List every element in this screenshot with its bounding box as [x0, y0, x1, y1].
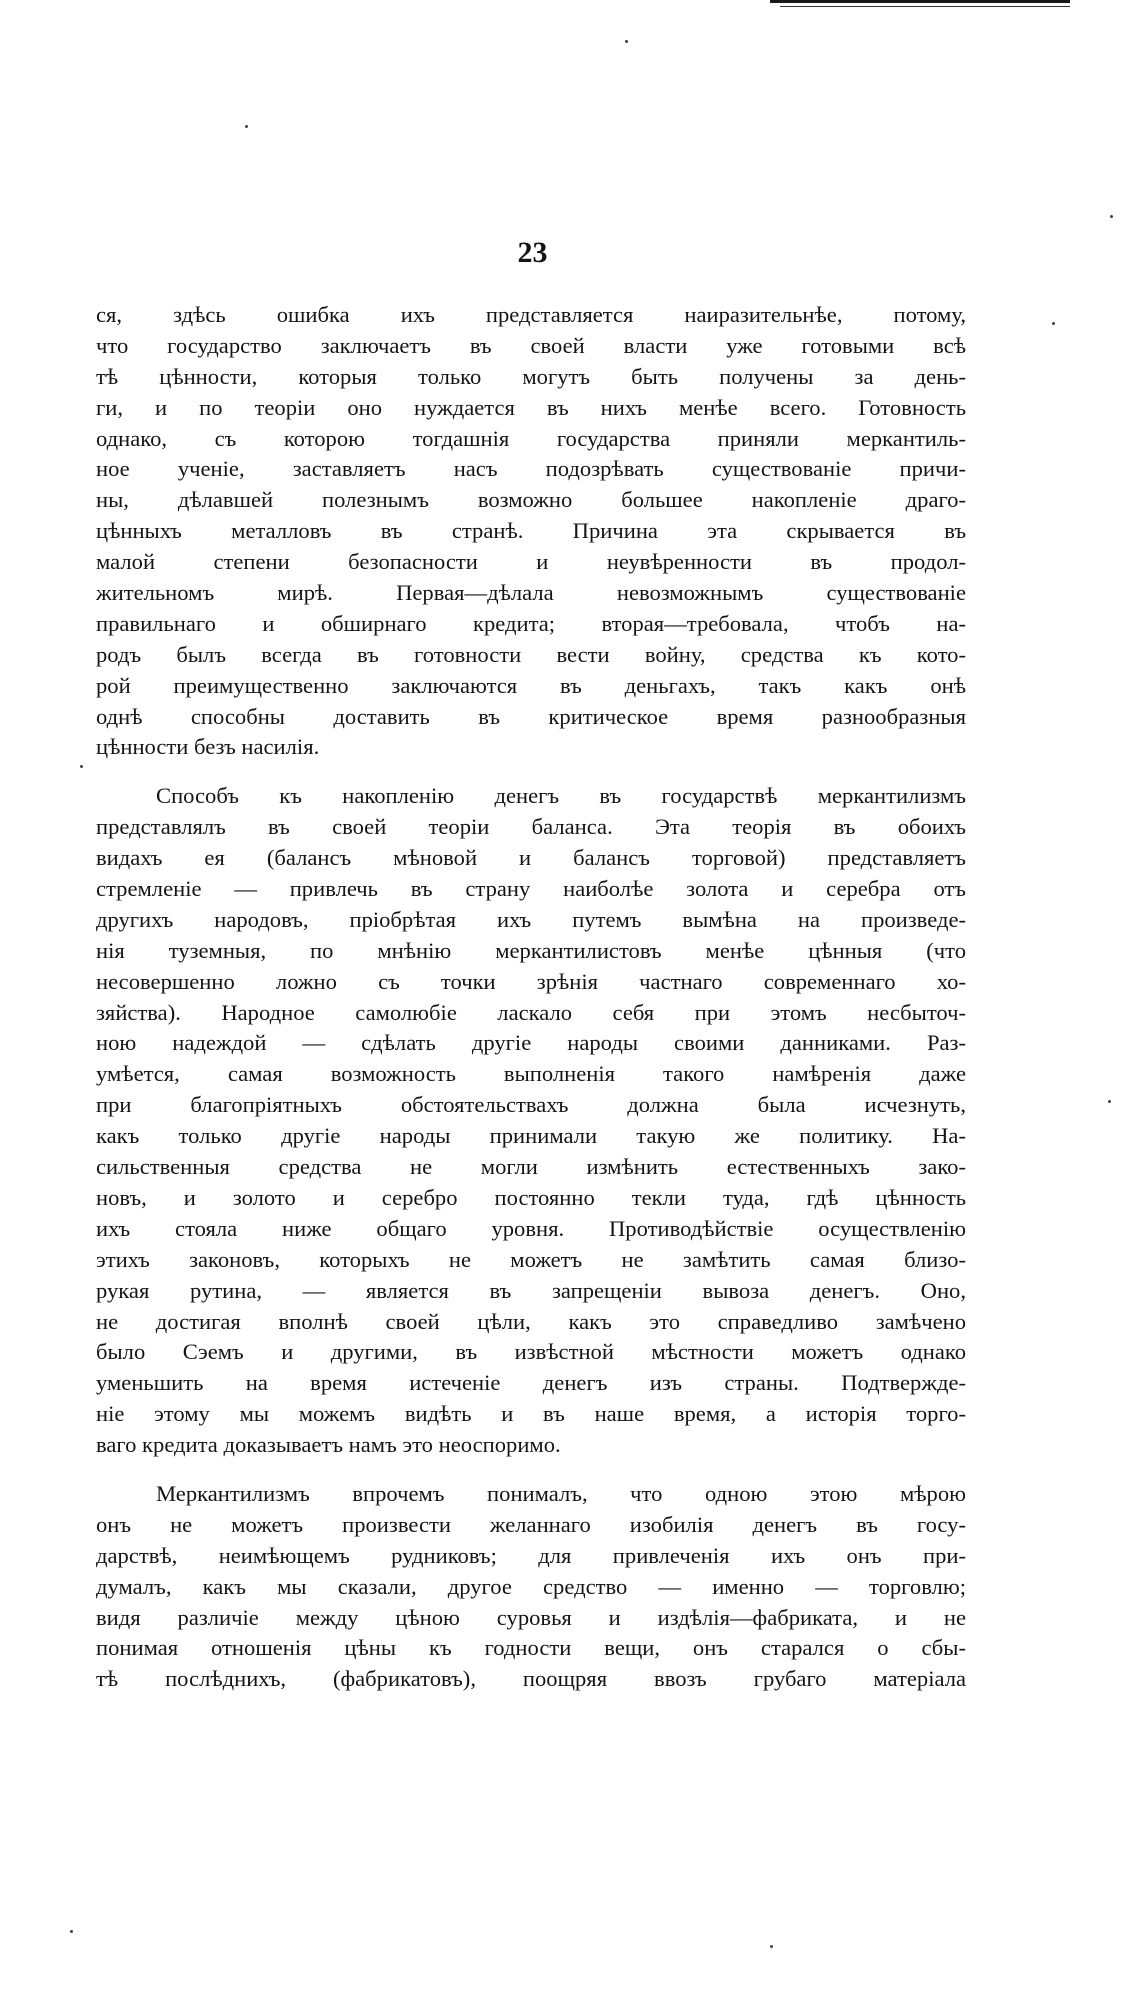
text-line: зяйства). Народное самолюбіе ласкало себя при этомъ несбыточ-: [96, 999, 966, 1025]
text-line: стремленіе — привлечь въ страну наиболѣе золота и серебра отъ: [96, 876, 966, 902]
top-rule-thin: [780, 6, 1070, 7]
text-line: Меркантилизмъ впрочемъ понималъ, что одною этою мѣрою: [156, 1480, 966, 1506]
text-line: умѣется, самая возможность выполненія такого намѣренія даже: [96, 1061, 966, 1087]
scan-speck: [625, 40, 628, 43]
text-line: онъ не можетъ произвести желаннаго изобилія денегъ въ госу-: [96, 1511, 966, 1537]
text-line: видахъ ея (балансъ мѣновой и балансъ торговой) представляетъ: [96, 845, 966, 871]
text-line: думалъ, какъ мы сказали, другое средство — именно — торговлю;: [96, 1573, 966, 1599]
text-line: понимая отношенія цѣны къ годности вещи, онъ старался о сбы-: [96, 1635, 966, 1661]
text-line: жительномъ мирѣ. Первая—дѣлала невозможнымъ существованіе: [96, 580, 966, 606]
scan-speck: [1110, 215, 1113, 218]
text-line: родъ былъ всегда въ готовности вести войну, средства къ кото-: [96, 641, 966, 667]
page-number: 23: [517, 236, 548, 269]
scan-speck: [70, 1930, 73, 1933]
text-line: ное ученіе, заставляетъ насъ подозрѣвать существованіе причи-: [96, 456, 966, 482]
scan-speck: [245, 125, 248, 128]
scan-speck: [80, 765, 83, 768]
scan-speck: [1108, 1100, 1111, 1103]
text-line: цѣнности безъ насилія.: [96, 734, 320, 760]
text-line: Способъ къ накопленію денегъ въ государствѣ меркантилизмъ: [156, 783, 966, 809]
text-line: ги, и по теоріи оно нуждается въ нихъ менѣе всего. Готовность: [96, 394, 966, 420]
text-line: рукая рутина, — является въ запрещеніи вывоза денегъ. Оно,: [96, 1277, 966, 1303]
paragraph-gap: [96, 1461, 966, 1479]
text-line: несовершенно ложно съ точки зрѣнія частнаго современнаго хо-: [96, 968, 966, 994]
text-line: ны, дѣлавшей полезнымъ возможно большее накопленіе драго-: [96, 487, 966, 513]
text-line: представлялъ въ своей теоріи баланса. Эта теорія въ обоихъ: [96, 814, 966, 840]
text-line: однѣ способны доставить въ критическое время разнообразныя: [96, 703, 966, 729]
text-line: было Сэемъ и другими, въ извѣстной мѣстности можетъ однако: [96, 1339, 966, 1365]
scan-speck: [1052, 322, 1055, 325]
body-text: [96, 300, 966, 1695]
text-line: ся, здѣсь ошибка ихъ представляется наиразительнѣе, потому,: [96, 302, 966, 327]
text-line: однако, съ которою тогдашнія государства приняли меркантиль-: [96, 425, 966, 451]
text-line: ніе этому мы можемъ видѣть и въ наше время, а исторія торго-: [96, 1401, 966, 1427]
text-line: цѣнныхъ металловъ въ странѣ. Причина эта скрывается въ: [96, 518, 966, 544]
text-line: ваго кредита доказываетъ намъ это неоспоримо.: [96, 1432, 561, 1458]
text-line: уменьшить на время истеченіе денегъ изъ страны. Подтвержде-: [96, 1370, 966, 1396]
text-line: не достигая вполнѣ своей цѣли, какъ это справедливо замѣчено: [96, 1308, 966, 1334]
text-line: тѣ цѣнности, которыя только могутъ быть получены за день-: [96, 363, 966, 389]
text-line: тѣ послѣднихъ, (фабрикатовъ), поощряя ввозъ грубаго матеріала: [96, 1666, 966, 1692]
text-line: другихъ народовъ, пріобрѣтая ихъ путемъ вымѣна на произведе-: [96, 906, 966, 932]
text-line: что государство заключаетъ въ своей власти уже готовыми всѣ: [96, 332, 966, 358]
text-line: этихъ законовъ, которыхъ не можетъ не замѣтить самая близо-: [96, 1246, 966, 1272]
text-line: видя различіе между цѣною суровья и издѣлія—фабриката, и не: [96, 1604, 966, 1630]
paragraph-gap: [96, 763, 966, 781]
text-line: сильственныя средства не могли измѣнить естественныхъ зако-: [96, 1154, 966, 1180]
text-line: ною надеждой — сдѣлать другіе народы своими данниками. Раз-: [96, 1030, 966, 1056]
text-line: новъ, и золото и серебро постоянно текли туда, гдѣ цѣнность: [96, 1184, 966, 1210]
text-line: рой преимущественно заключаются въ деньгахъ, такъ какъ онѣ: [96, 672, 966, 698]
text-line: дарствѣ, неимѣющемъ рудниковъ; для привлеченія ихъ онъ при-: [96, 1542, 966, 1568]
text-line: ихъ стояла ниже общаго уровня. Противодѣйствіе осуществленію: [96, 1215, 966, 1241]
text-line: нія туземныя, по мнѣнію меркантилистовъ менѣе цѣнныя (что: [96, 937, 966, 963]
scan-speck: [770, 1945, 773, 1948]
text-line: правильнаго и обширнаго кредита; вторая—требовала, чтобъ на-: [96, 610, 966, 636]
text-line: при благопріятныхъ обстоятельствахъ должна была исчезнуть,: [96, 1092, 966, 1118]
text-line: малой степени безопасности и неувѣренности въ продол-: [96, 549, 966, 575]
text-line: какъ только другіе народы принимали такую же политику. На-: [96, 1123, 966, 1149]
